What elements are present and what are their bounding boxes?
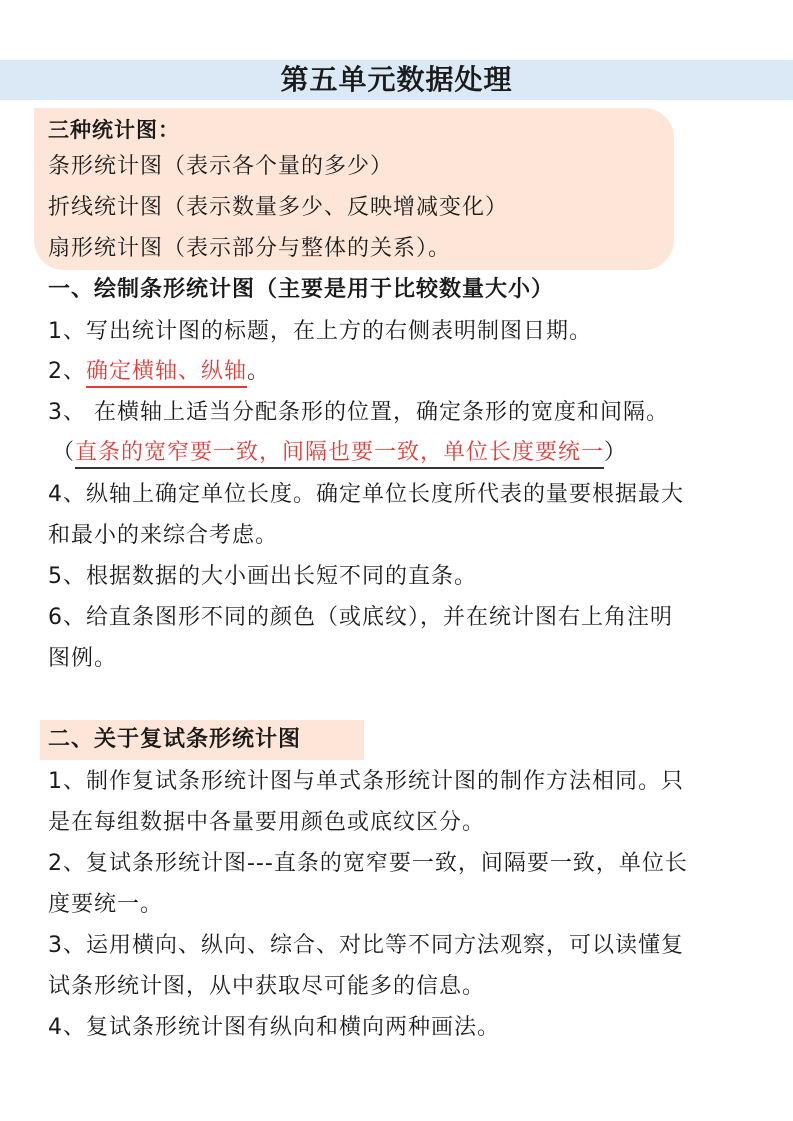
section1-step6-line2: 图例。	[48, 646, 118, 671]
summary-item-line: 折线统计图（表示数量多少、反映增减变化）	[48, 195, 509, 220]
section1-heading: 一、绘制条形统计图（主要是用于比较数量大小）	[48, 277, 555, 302]
section1-step5: 5、根据数据的大小画出长短不同的直条。	[48, 564, 477, 589]
section2-point4: 4、复试条形统计图有纵向和横向两种画法。	[48, 1015, 500, 1040]
section2-point2-line2: 度要统一。	[48, 892, 164, 917]
step2-suffix: 。	[247, 359, 271, 384]
section1-step4-line2: 和最小的来综合考虑。	[48, 523, 279, 548]
section1-step3-note	[52, 438, 627, 468]
section1-step3: 3、 在横轴上适当分配条形的位置，确定条形的宽度和间隔。	[48, 400, 669, 425]
summary-item-pie: 扇形统计图（表示部分与整体的关系）。	[48, 236, 452, 261]
section2-point1-line2: 是在每组数据中各量要用颜色或底纹区分。	[48, 810, 486, 835]
note-open-paren: （	[52, 440, 76, 465]
section2-point3-line1: 3、运用横向、纵向、综合、对比等不同方法观察，可以读懂复	[48, 933, 684, 958]
page-title: 第五单元数据处理	[280, 63, 513, 96]
section2-heading: 二、关于复试条形统计图	[48, 727, 302, 752]
section1-step2	[48, 357, 270, 387]
section2-point1-line1: 1、制作复试条形统计图与单式条形统计图的制作方法相同。只	[48, 769, 684, 794]
summary-heading: 三种统计图：	[48, 118, 180, 142]
section1-step1: 1、写出统计图的标题，在上方的右侧表明制图日期。	[48, 319, 592, 344]
step2-emphasis: 确定横轴、纵轴	[86, 359, 247, 388]
note-close-paren: ）	[604, 440, 628, 465]
section2-point2-line1: 2、复试条形统计图---直条的宽窄要一致，间隔要一致，单位长	[48, 851, 688, 876]
summary-item-bar: 条形统计图（表示各个量的多少）	[48, 154, 394, 179]
section1-step6-line1: 6、给直条图形不同的颜色（或底纹），并在统计图右上角注明	[48, 605, 673, 630]
note-emphasis: 直条的宽窄要一致，间隔也要一致，单位长度要统一	[75, 440, 604, 469]
section1-step4-line1: 4、纵轴上确定单位长度。确定单位长度所代表的量要根据最大	[48, 482, 684, 507]
section2-point3-line2: 试条形统计图，从中获取尽可能多的信息。	[48, 974, 486, 999]
step2-prefix: 2、	[48, 359, 86, 384]
